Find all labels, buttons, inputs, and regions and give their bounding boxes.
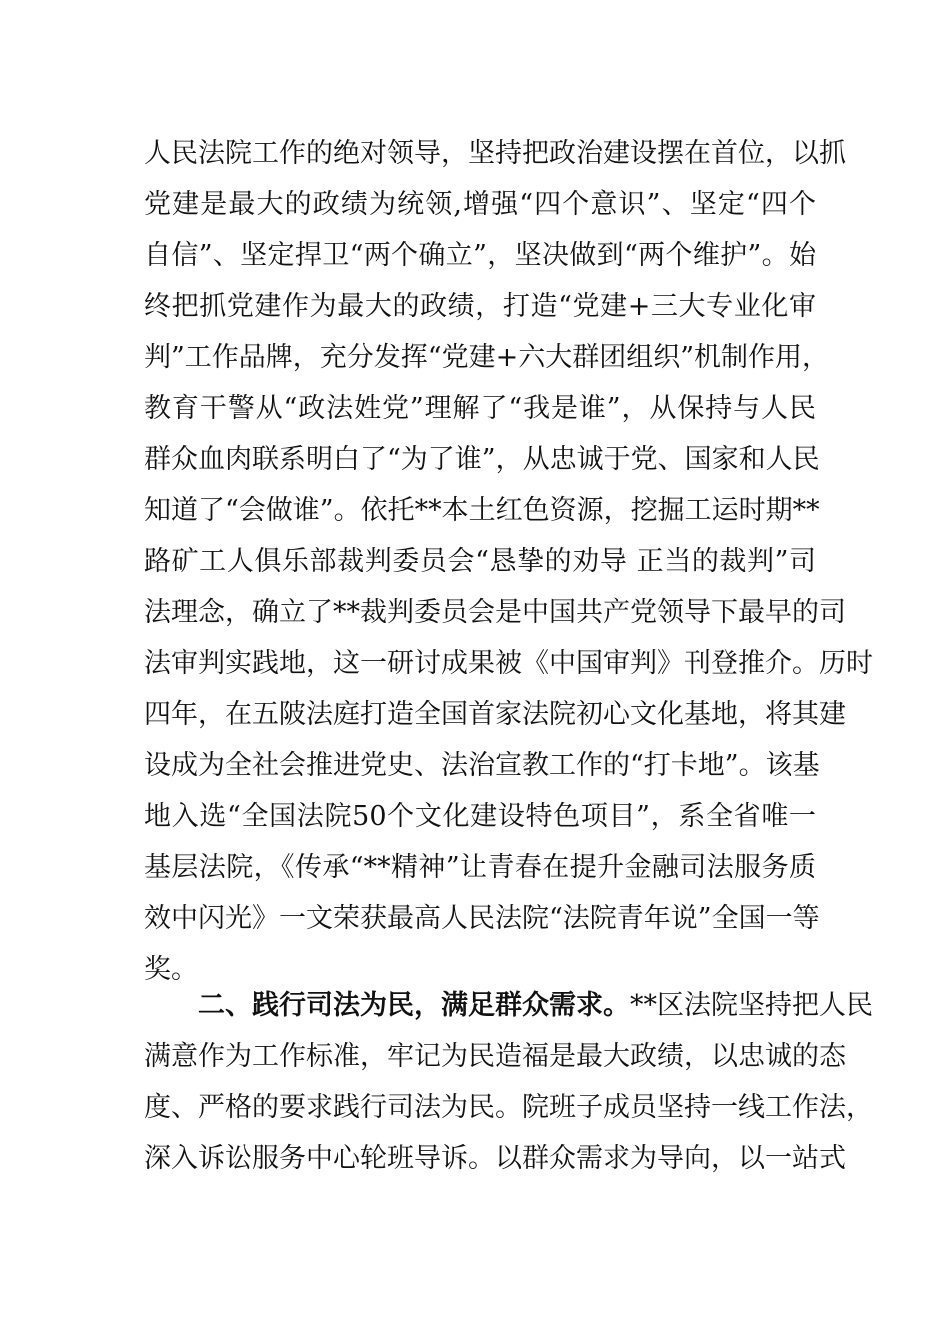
text-line: 满意作为工作标准，牢记为民造福是最大政绩，以忠诚的态 (144, 1041, 846, 1072)
text-run: **区法院坚持把人民 (630, 990, 873, 1021)
text-line: 终把抓党建作为最大的政绩，打造“党建+三大专业化审 (144, 291, 816, 322)
section-heading: 二、践行司法为民，满足群众需求。 (198, 990, 630, 1021)
text-line: 自信”、坚定捍卫“两个确立”，坚决做到“两个维护”。始 (144, 240, 816, 271)
text-line: 地入选“全国法院50个文化建设特色项目”，系全省唯一 (144, 801, 816, 832)
text-line: 效中闪光》一文荣获最高人民法院“法院青年说”全国一等 (144, 903, 820, 934)
text-line: 法审判实践地，这一研讨成果被《中国审判》刊登推介。历时 (144, 648, 873, 679)
paragraph-judicial-service (144, 980, 873, 1184)
text-line: 教育干警从“政法姓党”理解了“我是谁”，从保持与人民 (144, 393, 816, 424)
paragraph-party-building (144, 128, 873, 995)
text-line: 党建是最大的政绩为统领,增强“四个意识”、坚定“四个 (144, 189, 816, 220)
text-line: 四年，在五陂法庭打造全国首家法院初心文化基地，将其建 (144, 699, 846, 730)
text-line: 路矿工人俱乐部裁判委员会“恳挚的劝导 正当的裁判”司 (144, 546, 816, 577)
text-line: 人民法院工作的绝对领导，坚持把政治建设摆在首位，以抓 (144, 138, 846, 169)
text-line: 群众血肉联系明白了“为了谁”，从忠诚于党、国家和人民 (144, 444, 820, 475)
text-line: 基层法院，《传承“**精神”让青春在提升金融司法服务质 (144, 852, 816, 883)
text-line: 知道了“会做谁”。依托**本土红色资源，挖掘工运时期** (144, 495, 820, 526)
text-line: 深入诉讼服务中心轮班导诉。以群众需求为导向，以一站式 (144, 1143, 846, 1174)
text-line-first (144, 980, 873, 1031)
text-line: 设成为全社会推进党史、法治宣教工作的“打卡地”。该基 (144, 750, 820, 781)
text-line: 法理念，确立了**裁判委员会是中国共产党领导下最早的司 (144, 597, 846, 628)
text-line: 判”工作品牌，充分发挥“党建+六大群团组织”机制作用， (144, 342, 830, 373)
text-line: 度、严格的要求践行司法为民。院班子成员坚持一线工作法， (144, 1092, 873, 1123)
text-line: 奖。 (144, 954, 198, 985)
